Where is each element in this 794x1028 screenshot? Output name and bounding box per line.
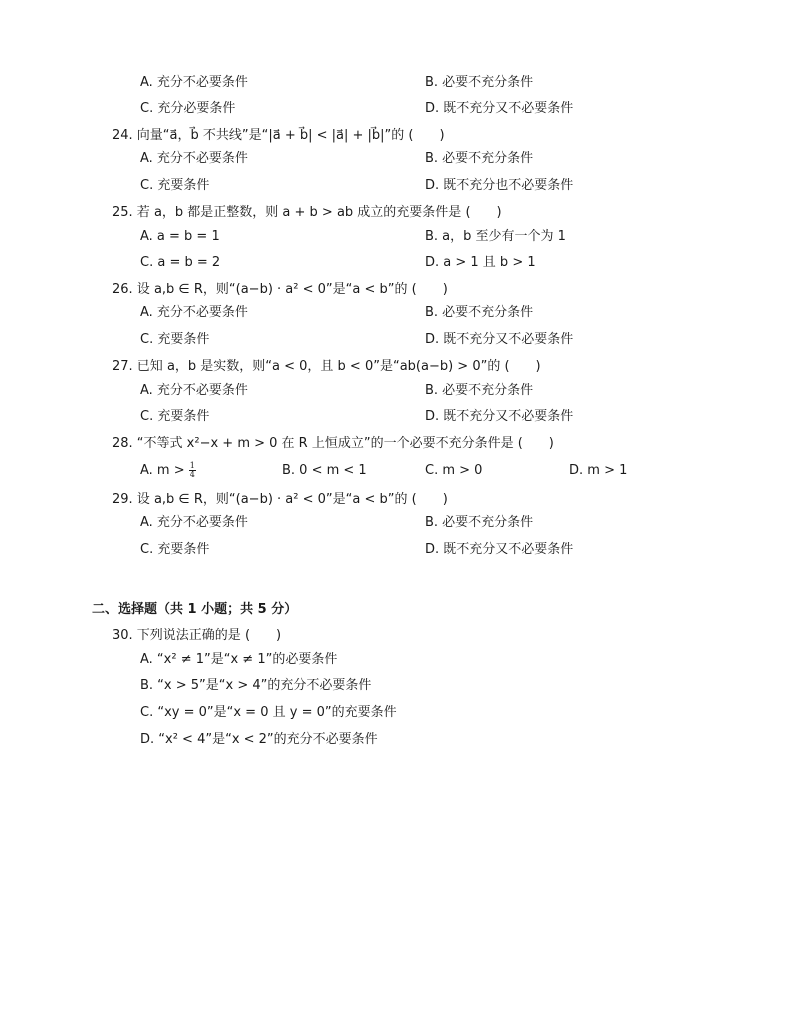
q25-option-a[interactable]: A. a = b = 1: [140, 229, 220, 244]
q27-stem: 27. 已知 a，b 是实数，则“a < 0，且 b < 0”是“ab(a−b) > 0”的 ( ): [112, 359, 541, 374]
q26-option-d[interactable]: D. 既不充分又不必要条件: [425, 332, 574, 347]
q24-stem: 24. 向量“a⃗，b⃗ 不共线”是“|a⃗ + b⃗| < |a⃗| + |b⃗|”的 ( ): [112, 128, 445, 143]
q30-stem: 30. 下列说法正确的是 ( ): [112, 628, 282, 643]
q28-option-b[interactable]: B. 0 < m < 1: [282, 463, 367, 478]
q23-option-a[interactable]: A. 充分不必要条件: [140, 75, 248, 90]
q30-option-d[interactable]: D. “x² < 4”是“x < 2”的充分不必要条件: [140, 732, 378, 747]
q29-option-d[interactable]: D. 既不充分又不必要条件: [425, 542, 574, 557]
q26-option-b[interactable]: B. 必要不充分条件: [425, 305, 534, 320]
q24-option-b[interactable]: B. 必要不充分条件: [425, 151, 534, 166]
q28-option-a-text: A. m >: [140, 463, 189, 478]
q29-stem: 29. 设 a,b ∈ R，则“(a−b) · a² < 0”是“a < b”的 ( ): [112, 492, 448, 507]
q23-option-b[interactable]: B. 必要不充分条件: [425, 75, 534, 90]
q27-option-b[interactable]: B. 必要不充分条件: [425, 383, 534, 398]
q26-option-a[interactable]: A. 充分不必要条件: [140, 305, 248, 320]
section-heading: 二、选择题（共 1 小题；共 5 分）: [92, 602, 298, 617]
q30-option-c[interactable]: C. “xy = 0”是“x = 0 且 y = 0”的充要条件: [140, 705, 397, 720]
q27-option-d[interactable]: D. 既不充分又不必要条件: [425, 409, 574, 424]
q29-option-c[interactable]: C. 充要条件: [140, 542, 210, 557]
q25-stem: 25. 若 a，b 都是正整数，则 a + b > ab 成立的充要条件是 ( ): [112, 205, 502, 220]
q25-option-b[interactable]: B. a，b 至少有一个为 1: [425, 229, 566, 244]
q30-option-b[interactable]: B. “x > 5”是“x > 4”的充分不必要条件: [140, 678, 372, 693]
fraction-one-quarter: [189, 462, 196, 479]
q26-stem: 26. 设 a,b ∈ R，则“(a−b) · a² < 0”是“a < b”的 ( ): [112, 282, 448, 297]
q24-option-c[interactable]: C. 充要条件: [140, 178, 210, 193]
q28-stem: 28. “不等式 x²−x + m > 0 在 R 上恒成立”的一个必要不充分条件是 ( ): [112, 436, 554, 451]
q29-option-b[interactable]: B. 必要不充分条件: [425, 515, 534, 530]
fraction-denominator: 4: [189, 470, 195, 479]
q25-option-d[interactable]: D. a > 1 且 b > 1: [425, 255, 536, 270]
fraction-numerator: 1: [189, 461, 195, 470]
q27-option-a[interactable]: A. 充分不必要条件: [140, 383, 248, 398]
q24-option-d[interactable]: D. 既不充分也不必要条件: [425, 178, 574, 193]
q29-option-a[interactable]: A. 充分不必要条件: [140, 515, 248, 530]
q30-option-a[interactable]: A. “x² ≠ 1”是“x ≠ 1”的必要条件: [140, 652, 338, 667]
q28-option-a[interactable]: [140, 460, 196, 482]
q28-option-c[interactable]: C. m > 0: [425, 463, 483, 478]
q25-option-c[interactable]: C. a = b = 2: [140, 255, 221, 270]
q23-option-c[interactable]: C. 充分必要条件: [140, 101, 236, 116]
q24-option-a[interactable]: A. 充分不必要条件: [140, 151, 248, 166]
q26-option-c[interactable]: C. 充要条件: [140, 332, 210, 347]
q27-option-c[interactable]: C. 充要条件: [140, 409, 210, 424]
q28-option-d[interactable]: D. m > 1: [569, 463, 628, 478]
q23-option-d[interactable]: D. 既不充分又不必要条件: [425, 101, 574, 116]
